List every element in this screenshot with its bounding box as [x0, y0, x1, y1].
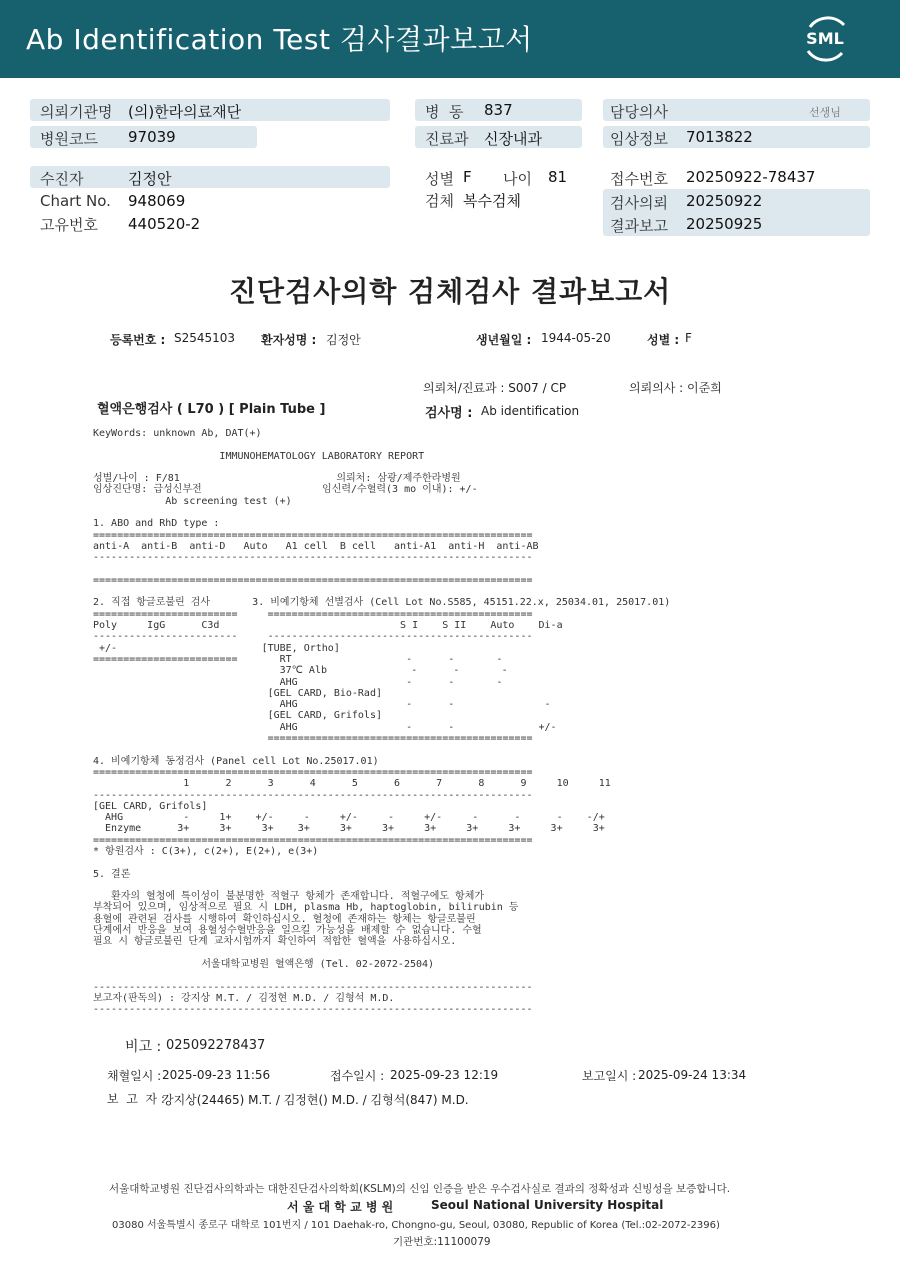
- patient-name-label: 환자성명 :: [261, 333, 317, 347]
- report-line: [GEL CARD, Grifols]: [93, 710, 382, 722]
- report-line: Poly IgG C3d S I S II Auto Di-a: [93, 620, 563, 632]
- doctor-value: 선생님: [809, 106, 841, 119]
- doctor-label: 담당의사: [610, 103, 668, 121]
- specimen-label: 검체: [425, 192, 454, 210]
- request-label: 검사의뢰: [610, 194, 668, 212]
- report-line: +/- [TUBE, Ortho]: [93, 642, 340, 654]
- report-line: 서울대학교병원 혈액은행 (Tel. 02-2072-2504): [93, 958, 435, 970]
- report-line: =========================================================================: [93, 529, 533, 541]
- ward-value: 837: [484, 101, 513, 119]
- report-line: ============================================: [93, 733, 533, 745]
- dob-label: 생년월일 :: [476, 333, 532, 347]
- receipt-value: 20250922-78437: [686, 168, 816, 186]
- report-line: [93, 744, 670, 755]
- report-line: [93, 857, 670, 868]
- patient-value: 김정안: [128, 170, 172, 188]
- chart-label: Chart No.: [40, 192, 111, 210]
- report-line: ======================== RT - - -: [93, 653, 503, 665]
- report-line: * 항원검사 : C(3+), c(2+), E(2+), e(3+): [93, 845, 319, 857]
- unique-label: 고유번호: [40, 216, 98, 234]
- report-date-label: 결과보고: [610, 217, 668, 235]
- report-line: 단계에서 반응을 보여 용혈성수혈반응을 일으킬 가능성을 배제할 수 없습니다. 수혈: [93, 925, 482, 937]
- report-line: 필요 시 항글로불린 단계 교차시험까지 확인하여 적합한 혈액을 사용하십시오.: [93, 936, 457, 948]
- unique-value: 440520-2: [128, 215, 201, 233]
- report-line: [GEL CARD, Bio-Rad]: [93, 687, 382, 699]
- report-line: [93, 462, 670, 473]
- report-line: 5. 결론: [93, 868, 131, 880]
- report-line: 용혈에 관련된 검사를 시행하여 확인하십시오. 혈청에 존재하는 항체는 항글로불린: [93, 913, 476, 925]
- report-line: [GEL CARD, Grifols]: [93, 800, 208, 812]
- clinical-value: 7013822: [686, 128, 753, 146]
- report-sex-label: 성별 :: [647, 333, 680, 347]
- report-line: [93, 564, 670, 575]
- test-name-value: Ab identification: [481, 404, 580, 418]
- report-line: Ab screening test (+): [93, 495, 292, 507]
- chart-value: 948069: [128, 192, 186, 210]
- report-sex-value: F: [685, 331, 692, 345]
- dob-value: 1944-05-20: [541, 331, 611, 345]
- registration-value: S2545103: [174, 331, 236, 345]
- report-line: AHG - 1+ +/- - +/- - +/- - - - -/+: [93, 812, 605, 824]
- report-line: ------------------------ --------------------------------------------: [93, 631, 533, 643]
- report-line: ======================== ============================================: [93, 608, 533, 620]
- dept-value: 신장내과: [484, 130, 542, 148]
- patient-row: [30, 166, 390, 188]
- lab-report-body: [93, 428, 670, 1015]
- report-line: =========================================================================: [93, 834, 533, 846]
- report-line: 성별/나이 : F/81 의뢰처: 삼광/제주한라병원: [93, 473, 461, 485]
- age-value: 81: [548, 168, 568, 186]
- report-line: Enzyme 3+ 3+ 3+ 3+ 3+ 3+ 3+ 3+ 3+ 3+ 3+: [93, 823, 605, 835]
- reporter-label: 보 고 자 :: [107, 1092, 165, 1106]
- collection-value: 2025-09-23 11:56: [162, 1068, 271, 1082]
- remark-label: 비고 :: [125, 1039, 162, 1055]
- report-line: -------------------------------------------------------------------------: [93, 981, 533, 993]
- hospital-code-label: 병원코드: [40, 130, 98, 148]
- hospital-name-en: Seoul National University Hospital: [431, 1198, 664, 1212]
- certification-text: 서울대학교병원 진단검사의학과는 대한진단검사의학회(KSLM)의 신임 인증을 받은 우수검사실로 결과의 정확성과 신빙성을 보증합니다.: [109, 1183, 731, 1195]
- hospital-name-ko: 서 울 대 학 교 병 원: [287, 1200, 394, 1214]
- address: 03080 서울특별시 종로구 대학로 101번지 / 101 Daehak-ro, Chongno-gu, Seoul, 03080, Republic of Korea (Tel.:02-2072-2396): [112, 1220, 720, 1231]
- report-time-label: 보고일시 :: [582, 1069, 637, 1083]
- requesting-doctor: 의뢰의사 : 이준희: [629, 381, 722, 395]
- report-line: KeyWords: unknown Ab, DAT(+): [93, 428, 262, 439]
- report-line: 부착되어 있으며, 임상적으로 필요 시 LDH, plasma Hb, haptoglobin, bilirubin 등: [93, 902, 519, 914]
- sml-logo: [800, 13, 850, 63]
- report-title: Ab Identification Test 검사결과보고서: [26, 23, 533, 56]
- requesting-dept: 의뢰처/진료과 : S007 / CP: [423, 381, 567, 395]
- ward-label: 병 동: [425, 103, 464, 121]
- institution-number: 기관번호:11100079: [393, 1236, 491, 1248]
- report-line: 1. ABO and RhD type :: [93, 518, 220, 530]
- report-line: 임상진단명: 급성신부전 임신력/수혈력(3 mo 이내): +/-: [93, 484, 478, 496]
- report-line: anti-A anti-B anti-D Auto A1 cell B cell anti-A1 anti-H anti-AB: [93, 540, 539, 552]
- institution-label: 의뢰기관명: [40, 103, 113, 121]
- report-line: AHG - - +/-: [93, 721, 557, 733]
- dept-label: 진료과: [425, 130, 469, 148]
- reporter-value: 강지상(24465) M.T. / 김정현() M.D. / 김형석(847) M.D.: [162, 1093, 469, 1107]
- report-line: [93, 439, 670, 450]
- report-line: -------------------------------------------------------------------------: [93, 1004, 533, 1016]
- report-line: =========================================================================: [93, 766, 533, 778]
- report-line: 4. 비예기항체 동정검사 (Panel cell Lot No.25017.01): [93, 755, 379, 767]
- test-group: 혈액은행검사 ( L70 ) [ Plain Tube ]: [97, 402, 326, 417]
- report-line: [93, 507, 670, 518]
- report-line: 환자의 혈청에 특이성이 불분명한 적혈구 항체가 존재합니다. 적혈구에도 항체가: [93, 891, 485, 903]
- document-title: 진단검사의학 검체검사 결과보고서: [229, 275, 672, 308]
- collection-label: 채혈일시 :: [107, 1069, 162, 1083]
- report-line: AHG - - -: [93, 676, 503, 688]
- receive-label: 접수일시 :: [330, 1069, 385, 1083]
- logo-text: SML: [806, 29, 844, 48]
- patient-label: 수진자: [40, 170, 84, 188]
- test-name-label: 검사명 :: [425, 406, 473, 421]
- registration-label: 등록번호 :: [110, 333, 166, 347]
- report-line: 2. 직접 항글로불린 검사 3. 비예기항체 선별검사 (Cell Lot No.S585, 45151.22.x, 25034.01, 25017.01): [93, 597, 671, 609]
- receive-value: 2025-09-23 12:19: [390, 1068, 499, 1082]
- report-line: AHG - - -: [93, 699, 551, 711]
- report-line: -------------------------------------------------------------------------: [93, 789, 533, 801]
- age-label: 나이: [503, 170, 532, 188]
- remark-value: 025092278437: [166, 1038, 266, 1053]
- clinical-label: 임상정보: [610, 130, 668, 148]
- report-line: [93, 880, 670, 891]
- report-line: [93, 586, 670, 597]
- institution-value: (의)한라의료재단: [128, 103, 242, 121]
- report-line: 37℃ Alb - - -: [93, 665, 508, 677]
- report-line: =========================================================================: [93, 574, 533, 586]
- specimen-value: 복수검체: [463, 192, 521, 210]
- report-line: [93, 948, 670, 959]
- report-line: 1 2 3 4 5 6 7 8 9 10 11: [93, 778, 611, 790]
- report-time-value: 2025-09-24 13:34: [638, 1068, 747, 1082]
- report-line: 보고자(판독의) : 강지상 M.T. / 김정현 M.D. / 김형석 M.D.: [93, 992, 395, 1004]
- sex-label: 성별: [425, 170, 454, 188]
- report-line: [93, 970, 670, 981]
- request-value: 20250922: [686, 192, 763, 210]
- report-line: -------------------------------------------------------------------------: [93, 552, 533, 564]
- sex-value: F: [463, 168, 472, 186]
- hospital-code-value: 97039: [128, 128, 176, 146]
- patient-name-value: 김정안: [326, 333, 361, 347]
- report-line: IMMUNOHEMATOLOGY LABORATORY REPORT: [93, 450, 425, 462]
- receipt-label: 접수번호: [610, 170, 668, 188]
- report-date-value: 20250925: [686, 215, 763, 233]
